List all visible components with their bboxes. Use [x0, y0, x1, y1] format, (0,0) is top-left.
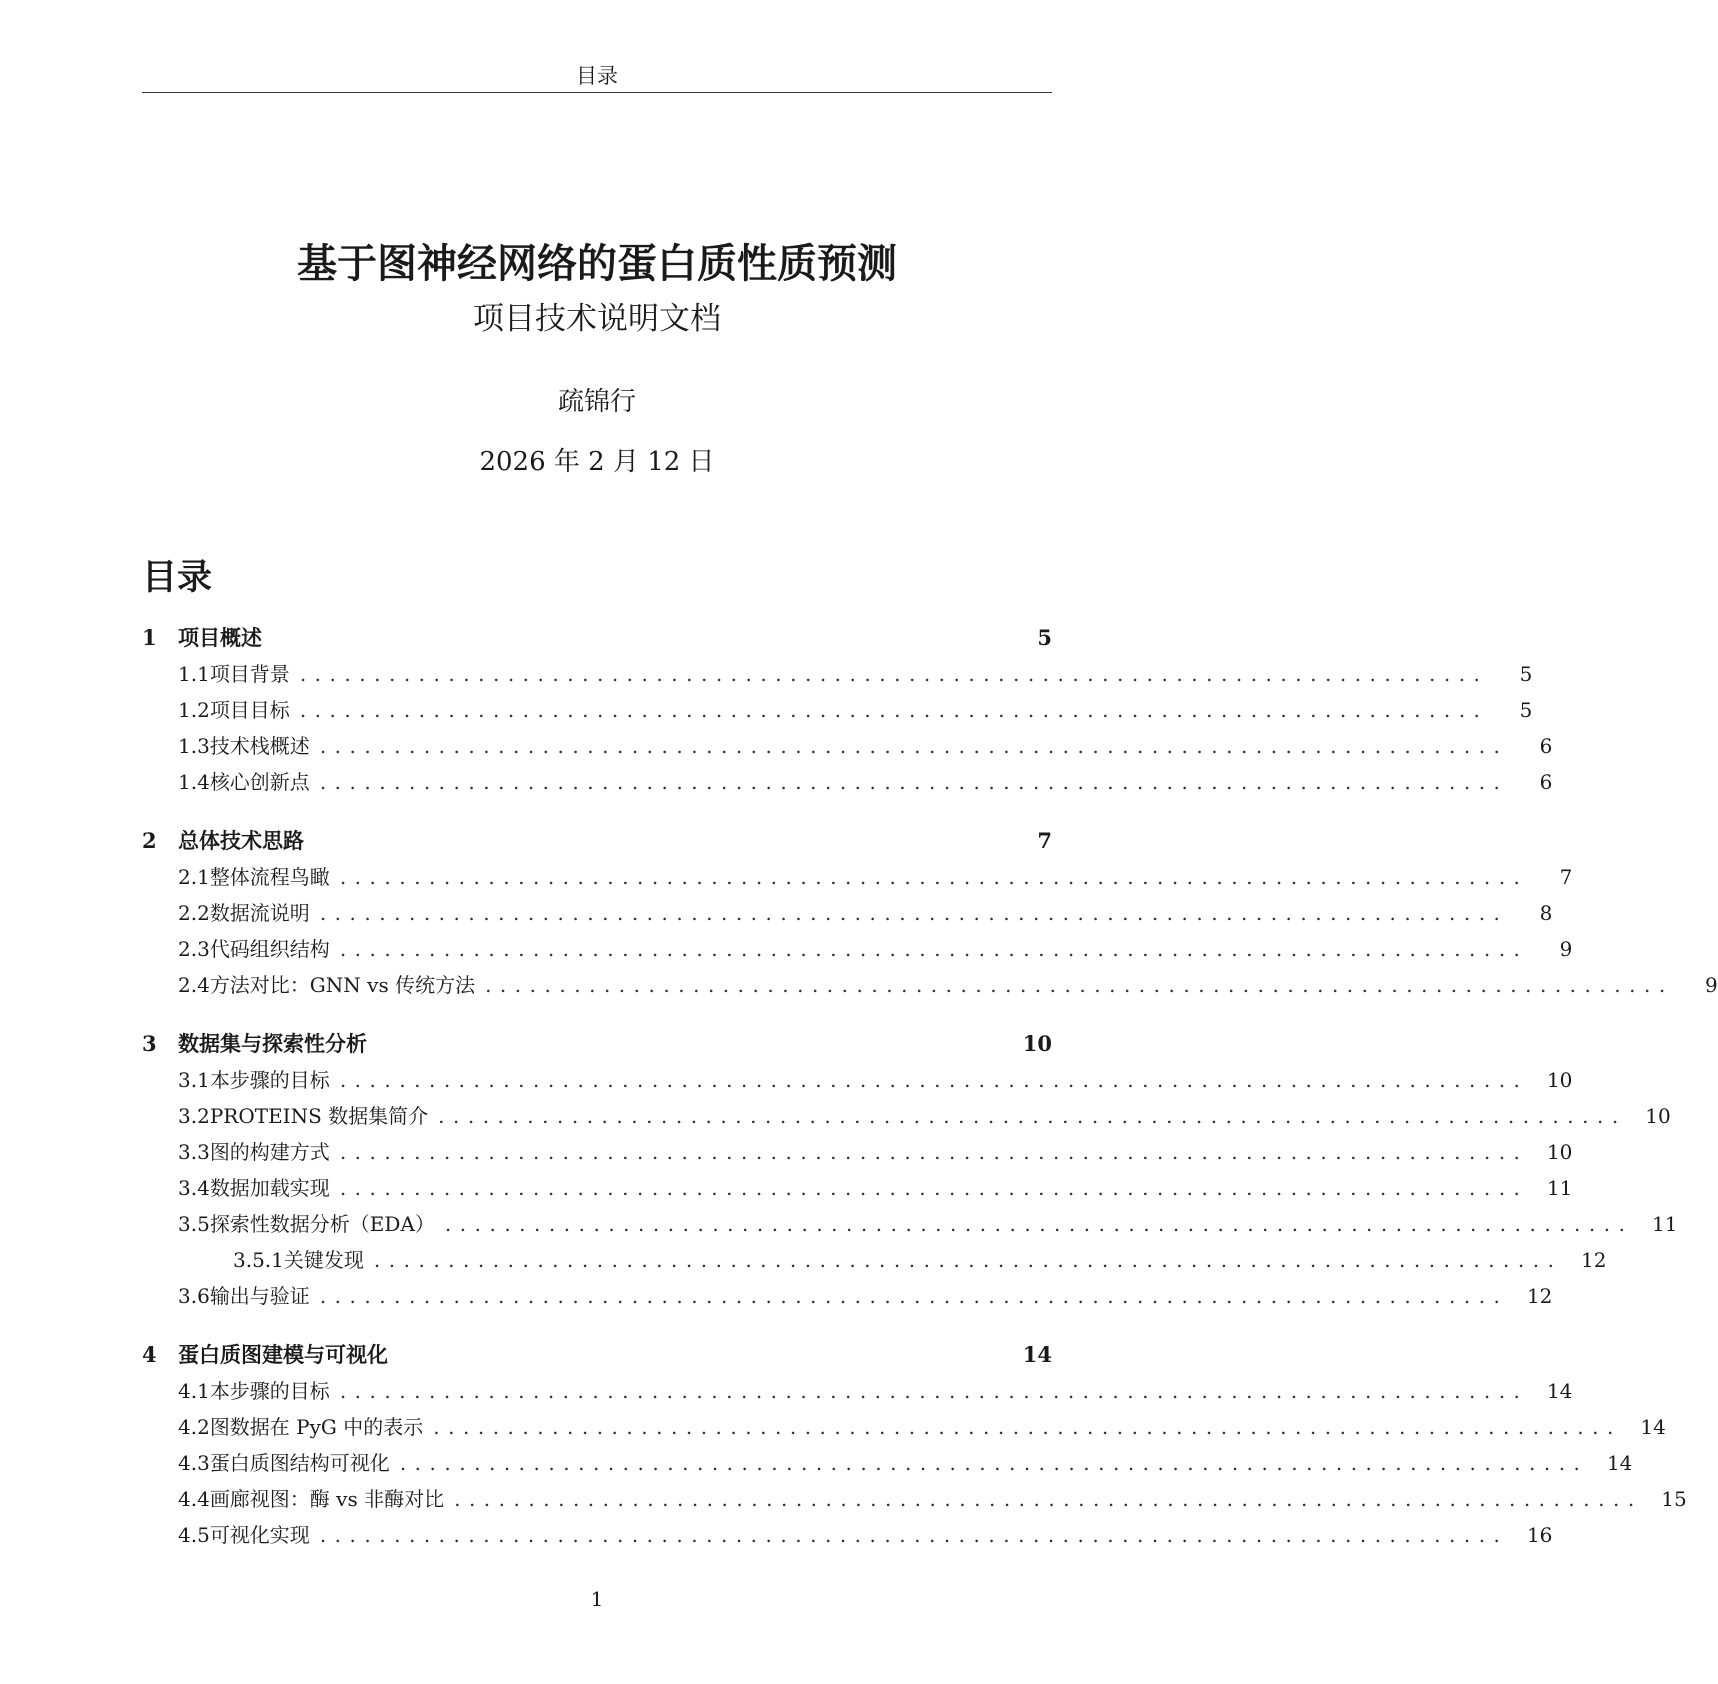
toc-page: 10	[1546, 1068, 1573, 1092]
toc-page: 10	[1022, 1031, 1052, 1056]
toc-section[interactable]	[142, 1517, 1553, 1553]
toc-section[interactable]	[142, 1206, 1678, 1242]
toc-number: 2.3	[178, 937, 210, 961]
toc-number: 3.4	[178, 1176, 210, 1200]
toc-page: 5	[1519, 698, 1533, 722]
toc-number: 3.5	[178, 1212, 210, 1236]
header-rule	[142, 92, 1052, 93]
toc-leader: ................................................................................	[299, 662, 1489, 686]
toc-title: 核心创新点	[209, 770, 310, 794]
toc-subsection[interactable]	[142, 1242, 1607, 1278]
running-header: 目录	[576, 64, 618, 88]
toc-leader: ................................................................................	[454, 1487, 1643, 1511]
toc-number: 3.1	[178, 1068, 210, 1092]
toc-number: 3.5.1	[233, 1248, 284, 1272]
toc-title: 可视化实现	[209, 1523, 310, 1547]
toc-page: 7	[1559, 865, 1573, 889]
toc-title: 数据加载实现	[209, 1176, 330, 1200]
toc-number: 4	[142, 1342, 157, 1367]
toc-number: 3.3	[178, 1140, 210, 1164]
toc-section[interactable]	[142, 1409, 1666, 1445]
toc-section[interactable]	[142, 764, 1553, 800]
toc-leader: ................................................................................	[444, 1212, 1634, 1236]
toc-title: PROTEINS 数据集简介	[209, 1104, 429, 1128]
toc-leader: ................................................................................	[339, 937, 1529, 961]
toc-leader: ................................................................................	[373, 1248, 1563, 1272]
toc-leader: ................................................................................	[319, 734, 1509, 758]
toc-number: 2.2	[178, 901, 210, 925]
document-subtitle: 项目技术说明文档	[473, 301, 721, 337]
toc-title: 本步骤的目标	[209, 1068, 330, 1092]
toc-page: 8	[1539, 901, 1553, 925]
toc-section[interactable]	[142, 1170, 1573, 1206]
toc-number: 2.4	[178, 973, 210, 997]
toc-number: 4.3	[178, 1451, 210, 1475]
toc-title: 方法对比：GNN vs 传统方法	[209, 973, 476, 997]
toc-leader: ................................................................................	[319, 901, 1509, 925]
toc-chapter[interactable]	[142, 1026, 1052, 1062]
toc-heading: 目录	[142, 557, 213, 598]
toc-page: 5	[1037, 625, 1052, 650]
document-title: 基于图神经网络的蛋白质性质预测	[297, 240, 897, 287]
toc-section[interactable]	[142, 1481, 1687, 1517]
toc-leader: ................................................................................	[339, 1140, 1529, 1164]
toc-number: 3	[142, 1031, 157, 1056]
toc-page: 14	[1546, 1379, 1573, 1403]
toc-page: 9	[1704, 973, 1718, 997]
date: 2026 年 2 月 12 日	[479, 447, 715, 477]
toc-number: 4.2	[178, 1415, 210, 1439]
toc-page: 6	[1539, 734, 1553, 758]
author: 疏锦行	[557, 387, 636, 417]
toc-title: 整体流程鸟瞰	[209, 865, 330, 889]
toc-number: 4.5	[178, 1523, 210, 1547]
toc-title: 总体技术思路	[178, 828, 304, 853]
toc-page: 10	[1645, 1104, 1671, 1128]
toc-page: 14	[1022, 1342, 1052, 1367]
toc-leader: ................................................................................	[399, 1451, 1589, 1475]
toc-chapter[interactable]	[142, 620, 1052, 656]
toc-title: 蛋白质图建模与可视化	[178, 1342, 388, 1367]
toc-number: 1.4	[178, 770, 210, 794]
toc-leader: ................................................................................	[319, 770, 1509, 794]
toc-section[interactable]	[142, 1098, 1671, 1134]
toc-page: 6	[1539, 770, 1553, 794]
toc-page: 10	[1546, 1140, 1573, 1164]
toc-page: 5	[1519, 662, 1533, 686]
toc-number: 1.1	[178, 662, 210, 686]
toc-section[interactable]	[142, 1278, 1553, 1314]
toc-section[interactable]	[142, 859, 1573, 895]
toc-section[interactable]	[142, 1062, 1573, 1098]
toc-number: 1	[142, 625, 157, 650]
toc-section[interactable]	[142, 1134, 1573, 1170]
toc-page: 14	[1606, 1451, 1633, 1475]
toc-number: 2.1	[178, 865, 210, 889]
toc-title: 蛋白质图结构可视化	[209, 1451, 390, 1475]
toc-leader: ................................................................................	[433, 1415, 1622, 1439]
toc-title: 图数据在 PyG 中的表示	[209, 1415, 424, 1439]
toc-section[interactable]	[142, 967, 1718, 1003]
toc-number: 3.6	[178, 1284, 210, 1308]
toc-leader: ................................................................................	[438, 1104, 1627, 1128]
toc-title: 探索性数据分析（EDA）	[209, 1212, 435, 1236]
toc-page: 15	[1661, 1487, 1687, 1511]
toc-leader: ................................................................................	[339, 865, 1529, 889]
toc-section[interactable]	[142, 931, 1573, 967]
toc-section[interactable]	[142, 1445, 1633, 1481]
toc-section[interactable]	[142, 656, 1533, 692]
toc-leader: ................................................................................	[299, 698, 1489, 722]
page-number: 1	[590, 1587, 604, 1611]
toc-title: 代码组织结构	[209, 937, 330, 961]
toc-title: 图的构建方式	[209, 1140, 330, 1164]
toc-title: 项目背景	[209, 662, 290, 686]
toc-number: 2	[142, 828, 157, 853]
toc-page: 11	[1546, 1176, 1573, 1200]
toc-number: 4.1	[178, 1379, 210, 1403]
toc-leader: ................................................................................	[485, 973, 1674, 997]
toc-section[interactable]	[142, 1373, 1573, 1409]
toc-page: 7	[1037, 828, 1052, 853]
toc-leader: ................................................................................	[319, 1284, 1509, 1308]
toc-section[interactable]	[142, 692, 1533, 728]
toc-number: 1.2	[178, 698, 210, 722]
toc-chapter[interactable]	[142, 1337, 1052, 1373]
table-of-contents	[142, 620, 1718, 1553]
toc-number: 1.3	[178, 734, 210, 758]
toc-title: 数据集与探索性分析	[178, 1031, 367, 1056]
toc-leader: ................................................................................	[339, 1379, 1529, 1403]
toc-leader: ................................................................................	[339, 1176, 1529, 1200]
toc-title: 本步骤的目标	[209, 1379, 330, 1403]
toc-chapter[interactable]	[142, 823, 1052, 859]
toc-section[interactable]	[142, 728, 1553, 764]
toc-number: 4.4	[178, 1487, 210, 1511]
toc-title: 项目目标	[209, 698, 290, 722]
toc-leader: ................................................................................	[319, 1523, 1509, 1547]
toc-leader: ................................................................................	[339, 1068, 1529, 1092]
toc-page: 14	[1640, 1415, 1666, 1439]
toc-title: 输出与验证	[209, 1284, 310, 1308]
toc-title: 数据流说明	[209, 901, 310, 925]
toc-title: 技术栈概述	[209, 734, 310, 758]
toc-page: 12	[1581, 1248, 1607, 1272]
toc-title: 关键发现	[283, 1248, 364, 1272]
toc-page: 12	[1526, 1284, 1553, 1308]
toc-title: 画廊视图：酶 vs 非酶对比	[209, 1487, 445, 1511]
toc-title: 项目概述	[178, 625, 262, 650]
toc-page: 16	[1526, 1523, 1553, 1547]
toc-page: 11	[1652, 1212, 1678, 1236]
toc-page: 9	[1559, 937, 1573, 961]
toc-number: 3.2	[178, 1104, 210, 1128]
toc-section[interactable]	[142, 895, 1553, 931]
